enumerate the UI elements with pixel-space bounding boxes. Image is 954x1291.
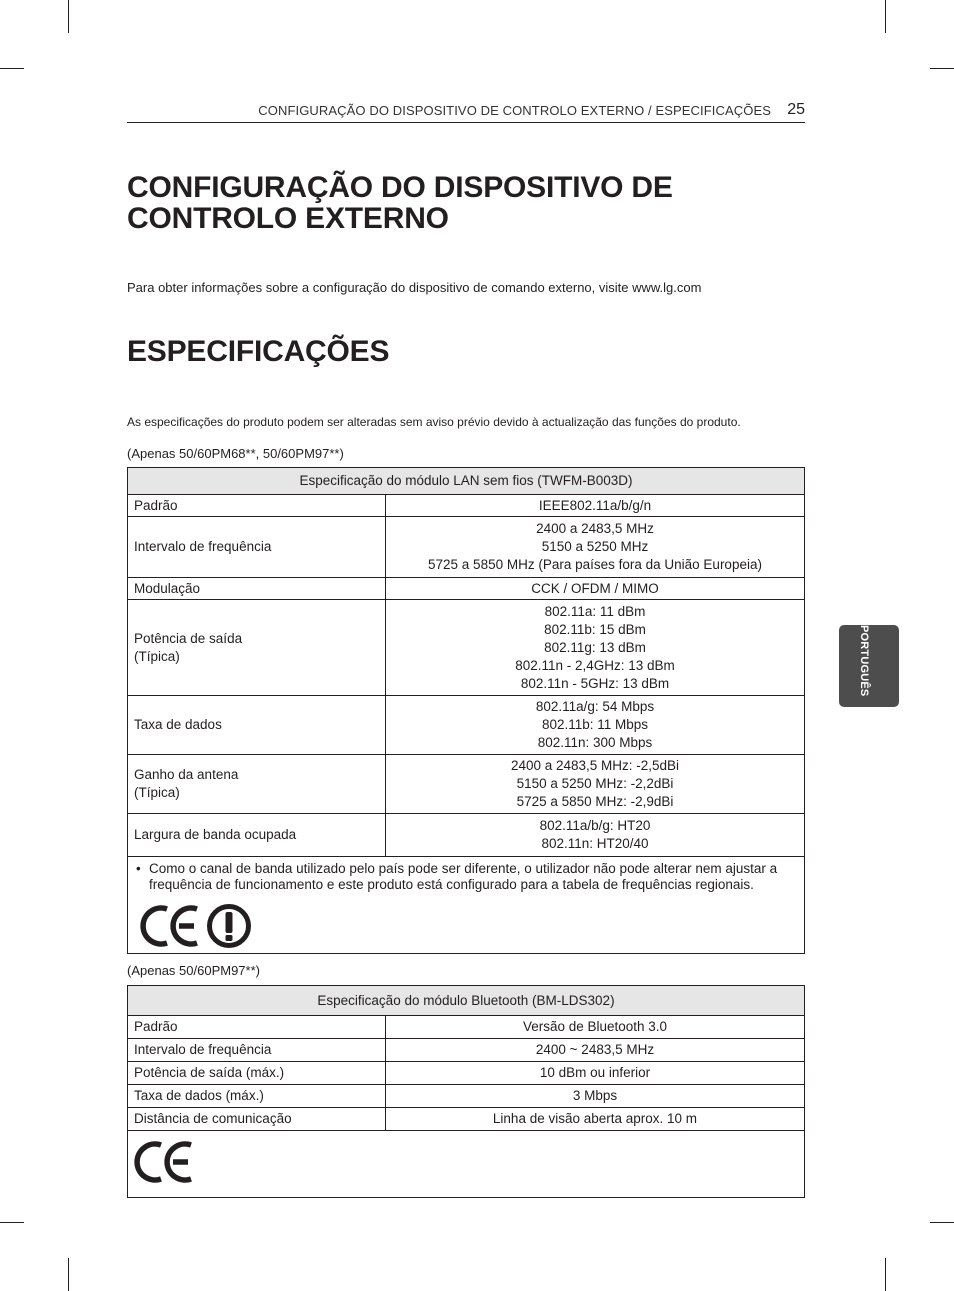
bluetooth-table-body (128, 1016, 805, 1131)
bluetooth-table-title: Especificação do módulo Bluetooth (BM-LDS302) (128, 986, 805, 1016)
spec-value-cell (386, 696, 805, 755)
spec-value: 5725 a 5850 MHz (Para países fora da União Europeia) (428, 557, 762, 572)
spec-value: 802.11a: 11 dBm (544, 603, 646, 619)
crop-mark (930, 1222, 954, 1223)
crop-mark (885, 0, 886, 33)
spec-label: Taxa de dados (máx.) (128, 1085, 386, 1108)
specs-disclaimer: As especificações do produto podem ser alteradas sem aviso prévio devido à actualização das funções do produto. (127, 415, 741, 429)
table-row (128, 578, 805, 600)
crop-mark (930, 68, 954, 69)
lan-spec-table (127, 467, 805, 954)
ce-mark-icon (140, 904, 202, 948)
spec-label: Ganho da antena (134, 767, 239, 782)
section-title-external-control (127, 172, 827, 234)
lan-note-cell (128, 857, 805, 954)
spec-value: CCK / OFDM / MIMO (531, 580, 659, 596)
spec-value-cell (386, 814, 805, 857)
table-row (128, 1108, 805, 1131)
alert-mark-icon (206, 903, 252, 949)
spec-label: Padrão (128, 1016, 386, 1039)
table-row (128, 814, 805, 857)
table-header-row (128, 986, 805, 1016)
spec-value: 10 dBm ou inferior (386, 1062, 805, 1085)
spec-label: Largura de banda ocupada (134, 827, 297, 842)
spec-value: 802.11a/g: 54 Mbps (535, 699, 655, 714)
spec-value: 802.11n: HT20/40 (541, 836, 649, 851)
spec-label: Modulação (134, 580, 201, 596)
spec-label-cell (128, 696, 386, 755)
spec-value: 802.11n - 5GHz: 13 dBm (520, 675, 670, 691)
spec-value: Linha de visão aberta aprox. 10 m (386, 1108, 805, 1131)
spec-value: 802.11n - 2,4GHz: 13 dBm (515, 657, 675, 673)
spec-label-cell (128, 495, 386, 517)
language-side-tab (839, 625, 899, 707)
lan-compliance-marks (134, 893, 798, 953)
note-bullet-item (134, 861, 798, 893)
spec-label: Intervalo de frequência (134, 539, 272, 554)
table-row (128, 1085, 805, 1108)
bluetooth-models-note: (Apenas 50/60PM97**) (127, 963, 260, 978)
spec-value-cell (386, 600, 805, 696)
bullet-glyph: • (136, 861, 141, 876)
spec-value: Versão de Bluetooth 3.0 (386, 1016, 805, 1039)
intro-paragraph: Para obter informações sobre a configuração do dispositivo de comando externo, visite www.lg.com (127, 280, 702, 295)
spec-value: 802.11b: 15 dBm (544, 621, 646, 637)
lan-table-title: Especificação do módulo LAN sem fios (TWFM-B003D) (128, 468, 805, 495)
note-text: Como o canal de banda utilizado pelo país pode ser diferente, o utilizador não pode alterar nem ajustar a frequência de funcionamento e este produto está configurado para a tabela de frequências regionais. (149, 861, 778, 892)
crop-mark (68, 1258, 69, 1291)
spec-label: Taxa de dados (134, 717, 222, 732)
table-row (128, 517, 805, 578)
header-title: CONFIGURAÇÃO DO DISPOSITIVO DE CONTROLO EXTERNO / ESPECIFICAÇÕES (258, 103, 771, 118)
lan-table-body (128, 495, 805, 857)
spec-value-cell (386, 755, 805, 814)
crop-mark (885, 1258, 886, 1291)
table-row (128, 755, 805, 814)
spec-label-cell (128, 755, 386, 814)
language-label: PORTUGUÊS (858, 625, 870, 697)
bluetooth-spec-table (127, 985, 805, 1198)
table-row (128, 1039, 805, 1062)
crop-mark (0, 1222, 24, 1223)
table-row (128, 1016, 805, 1039)
table-row (128, 1062, 805, 1085)
spec-value: 802.11n: 300 Mbps (537, 735, 653, 750)
table-row (128, 600, 805, 696)
table-row (128, 495, 805, 517)
table-row (128, 696, 805, 755)
title-line-1: CONFIGURAÇÃO DO DISPOSITIVO DE (127, 171, 673, 204)
spec-value: 802.11b: 11 Mbps (541, 717, 649, 732)
spec-value: 2400 a 2483,5 MHz: -2,5dBi (510, 758, 680, 773)
spec-label: (Típica) (134, 785, 180, 800)
spec-value: 802.11a/b/g: HT20 (539, 818, 651, 833)
ce-mark-icon (134, 1140, 196, 1184)
spec-value: 802.11g: 13 dBm (544, 639, 646, 655)
page-number: 25 (787, 101, 805, 118)
title-line-2: CONTROLO EXTERNO (127, 202, 449, 235)
table-note-row (128, 857, 805, 954)
spec-label: Distância de comunicação (128, 1108, 386, 1131)
spec-value: 3 Mbps (386, 1085, 805, 1108)
spec-value-cell (386, 495, 805, 517)
lan-models-note: (Apenas 50/60PM68**, 50/60PM97**) (127, 446, 344, 461)
spec-value: 5725 a 5850 MHz: -2,9dBi (516, 794, 674, 809)
spec-label-cell (128, 578, 386, 600)
spec-label-cell (128, 517, 386, 578)
spec-value: 5150 a 5250 MHz (541, 539, 649, 554)
crop-mark (68, 0, 69, 33)
spec-label-cell (128, 600, 386, 696)
section-title-specifications: ESPECIFICAÇÕES (127, 335, 390, 368)
table-marks-row (128, 1131, 805, 1198)
spec-label-cell (128, 814, 386, 857)
spec-label: Potência de saída (máx.) (128, 1062, 386, 1085)
spec-value: 2400 a 2483,5 MHz (536, 521, 654, 536)
spec-label: Potência de saída (134, 630, 243, 646)
crop-mark (0, 68, 24, 69)
spec-value: IEEE802.11a/b/g/n (538, 497, 652, 513)
spec-label: Padrão (134, 497, 178, 513)
table-header-row (128, 468, 805, 495)
bluetooth-marks-cell (128, 1131, 805, 1198)
spec-value-cell (386, 578, 805, 600)
spec-value: 2400 ~ 2483,5 MHz (386, 1039, 805, 1062)
spec-label: Intervalo de frequência (128, 1039, 386, 1062)
spec-value-cell (386, 517, 805, 578)
running-header (127, 101, 805, 123)
spec-value: 5150 a 5250 MHz: -2,2dBi (516, 776, 674, 791)
spec-label: (Típica) (134, 648, 180, 664)
